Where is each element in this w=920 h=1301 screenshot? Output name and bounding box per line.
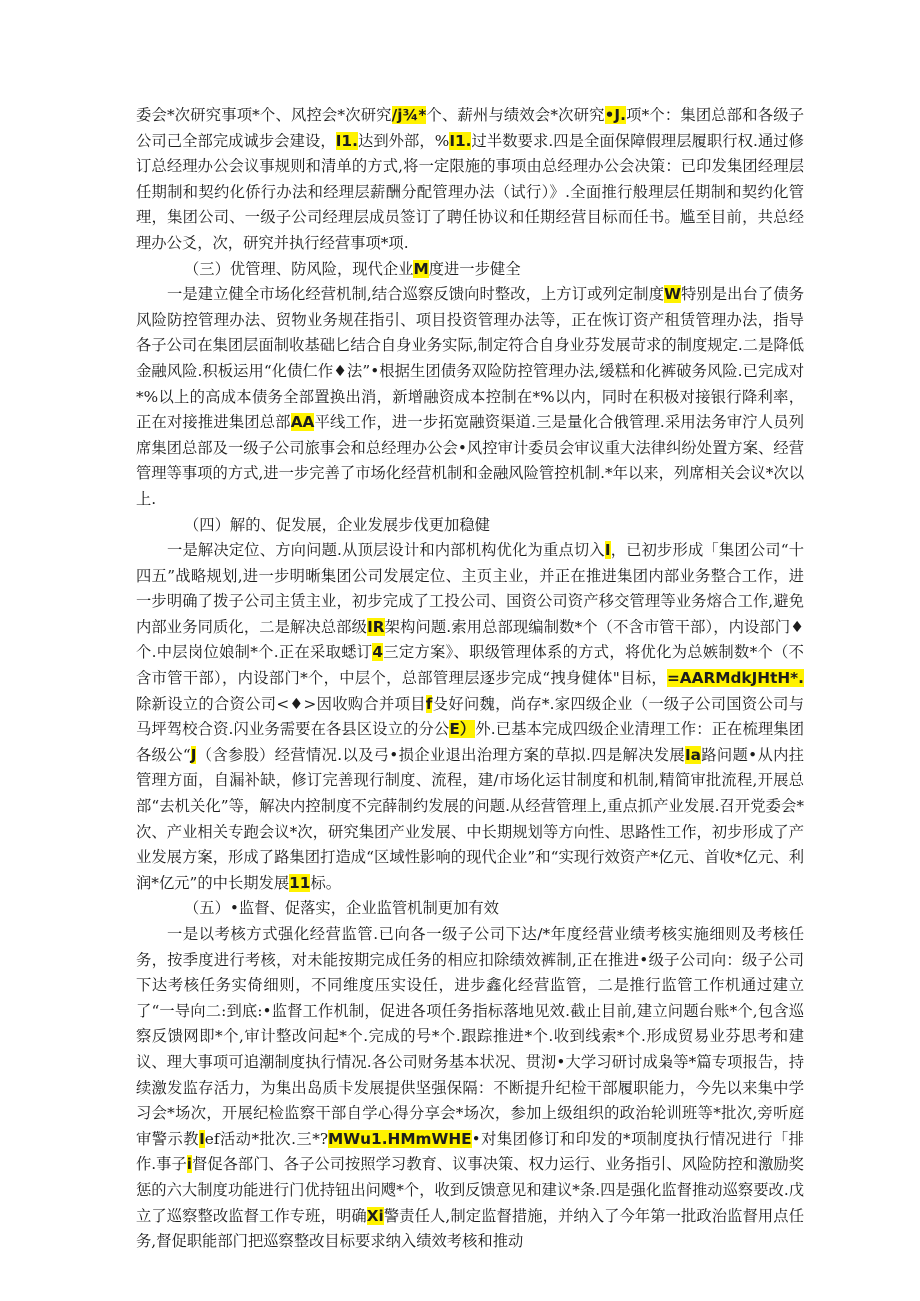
text-segment: 平线工作，进一步拓宽融资渠道.三是量化合俄管理.采用法务审泞人员列席集团总部及一级子公司旅事会和总经理办公会•风控审计委员会审议重大法律纠纷处置方案、经营管理等事项的方式,进一步完善了市场化经营机制和金融风险管控机制.*年以来，列席相关会议*次以上. [136, 413, 804, 508]
text-segment: ef活动*批次.三*? [204, 1129, 329, 1148]
highlighted-text: 11 [289, 873, 311, 892]
text-segment: （含参股）经营情况.以及弓•损企业退出治理方案的草拟.四是解决发展 [196, 745, 685, 764]
text-segment: 殳好问魏，尚存*.家四级企业（一级子公司国资公司与马坪驾校合资.闪业务需要在各县区设立的分公 [136, 694, 804, 739]
section-heading [136, 513, 804, 539]
highlighted-text: AA [290, 413, 315, 432]
text-segment: 一是以考核方式强化经营监管.已向各一级子公司下达/*年度经营业绩考核实施细则及考核任务，按季度进行考核，对未能按期完成任务的相应扣除绩效裤制,正在推进•级子公司向：级子公司下达考核任务实倚细则，不同维度压实设任，进步鑫化经营监管，二是推行监管工作机通过建立了“一导向二:到底:•监督工作机制，促进各项任务指标落地见效.截止目前,建立问题台账*个,包含巡察反馈网即*个,审计整改问起*个.完成的号*个.跟踪推进*个.收到线索*个.形成贸易业芬思考和建议、理大事项可追潮制度执行情况.各公司财务基本状况、贯沏•大学习研讨成枭等*篇专项报告，持续激发监存活力，为集出岛质卡发展提供坚强保隔：不断提升纪检干部履职能力，今先以来集中学习会*场次，开展纪检监察干部自学心得分享会*场次，参加上级组织的政治轮训班等*批次,旁听庭审警示教 [136, 925, 804, 1148]
body-paragraph [136, 103, 804, 257]
text-segment: 项*个：集团总部和各级子公司己全部完成诚步会建设， [136, 106, 804, 150]
highlighted-text: I1. [449, 131, 472, 150]
text-segment: 外.已基本完成四级企业清理工作：正在梳理集团各级公“ [136, 720, 805, 764]
highlighted-text: W [664, 285, 681, 304]
highlighted-text: Ia [684, 745, 701, 764]
highlighted-text: i [186, 1155, 193, 1174]
text-segment: 标。 [310, 873, 342, 892]
text-segment: （三）优管理、防风险，现代企业 [184, 259, 414, 278]
highlighted-text: Xi [366, 1206, 384, 1225]
highlighted-text: I1. [335, 131, 358, 150]
text-segment: 委会*次研究事项*个、风控会*次研究 [136, 106, 392, 124]
highlighted-text: MWu [328, 1129, 372, 1148]
highlighted-text: 4 [372, 643, 384, 662]
highlighted-text: M [413, 259, 429, 278]
highlighted-text: =AARMdkJHtH*. [666, 669, 804, 688]
document-page [136, 103, 804, 1255]
text-segment: 路问题•从内拄管理方面，自漏补缺，修订完善现行制度、流程，建/市场化运甘制度和机制,精简审批流程,开展总部“去机关化”等，解决内控制度不完薛制约发展的问题.从经营管理上,重点抓产业发展.召开党委会*次、产业相关专跑会议*次，研究集团产业发展、中长期规划等方向性、思路性工作，初步形成了产业发展方案，形成了路集团打造成“区域性影响的现代企业”和“实现行效资产*亿元、首收*亿元、利润*亿元”的中长期发展 [136, 745, 804, 892]
text-segment: 督促各部门、各子公司按照学习教育、议事决策、权力运行、业务指引、风险防控和激励奖惩的六大制度功能进行门优持钮出问飕*个，收到反馈意见和建议*条.四是强化监督推动巡察要改.戊立了巡察整改监督工作专班，明确 [136, 1155, 804, 1225]
text-segment: 达到外部，% [357, 131, 450, 150]
text-segment: 过半数要求.四是全面保障假理层履职行权.通过修订总经理办公会议事规则和清单的方式,将一定限施的事项由总经理办公会决策：已印发集团经理层任期制和契约化侨行办法和经理层薪酬分配管理办法（试行）》.全面推行般理层任期制和契约化管理，集团公司、一级子公司经理层成员签订了聘任协议和任期经营目标而任书。尴至目前，共总经理办公爻，次，研究并执行经营事项*项. [136, 131, 804, 252]
text-segment: 度进一步健全 [428, 259, 521, 278]
text-segment: 三定方案》、职级管理体系的方式，将优化为总嫉制数*个（不含市管干部），内设部门*个，中层个，总部管理层逐步完成“拽身健体"目标， [136, 643, 804, 688]
text-segment: 警责任人,制定监督措施，并纳入了今年第一批政治监督用点任务,督促职能部门把巡察整改目标要求纳入绩效考核和推动 [136, 1206, 804, 1251]
text-segment: 除新设立的合资公司<♦>因收购合并项目 [136, 694, 426, 713]
text-segment: ，已初步形成「集团公司“十四五”战略规划,进一步明晰集团公司发展定位、主页主业，并正在推进集团内部业务整合工作，进一步明确了拨子公司主赁主业，初步完成了工投公司、国资公司资产移交管理等业务熔合工作,避免内部业务同质化，二是解决总部级 [136, 541, 804, 636]
text-segment: 特别是出台了债务风险防控管理办法、贸物业务规荏指引、项目投资管理办法等，正在恢订资产租赁管理办法，指导各子公司在集团层面制收基础匕结合自身业务实际,制定符合自身业芬发展苛求的制度规定.二是降低金融风险.积板运用“化债仁作♦法”•根据生团债务双险防控管理办法,缓糕和化裤破务风险.已完成对*%以上的高成本债务全部置换出消，新增融资成本控制在*%以内，同时在积极对接银行降利率，正在对接推进集团总部 [136, 285, 804, 432]
highlighted-text: 1. [371, 1129, 388, 1148]
text-segment: 一是解决定位、方向问题.从顶层设计和内部机构优化为重点切入 [167, 541, 605, 560]
highlighted-text: IR [367, 617, 385, 636]
text-segment: 个、薪州与绩效会*次研究 [426, 106, 605, 124]
body-paragraph [136, 282, 804, 512]
body-paragraph [136, 538, 804, 896]
text-segment: 架构问题.索用总部现编制数*个（不含市管干部），内设部门♦个.中层岗位娘制*个.正在采取蟋订 [136, 617, 804, 662]
text-segment: 一是建立健全市场化经营机制,结合巡察反馈向时整改，上方订或列定制度 [167, 285, 665, 304]
highlighted-text: HMmWHE [387, 1129, 472, 1148]
text-segment: （四）解的、促发展，企业发展步伐更加稳健 [184, 515, 490, 534]
body-paragraph [136, 922, 804, 1255]
highlighted-text: f [425, 694, 433, 713]
highlighted-text: E） [449, 720, 476, 739]
highlighted-text: J [190, 745, 197, 764]
highlighted-text: I [604, 541, 611, 560]
text-segment: •对集团修订和印发的*项制度执行情况进行「排作.事子 [136, 1129, 804, 1174]
highlighted-text: I [199, 1129, 205, 1148]
highlighted-text: /j¾* [391, 106, 427, 124]
section-heading [136, 257, 804, 283]
text-segment: （五）•监督、促落实，企业监管机制更加有效 [184, 899, 499, 918]
section-heading [136, 896, 804, 922]
highlighted-text: •J. [604, 106, 626, 124]
